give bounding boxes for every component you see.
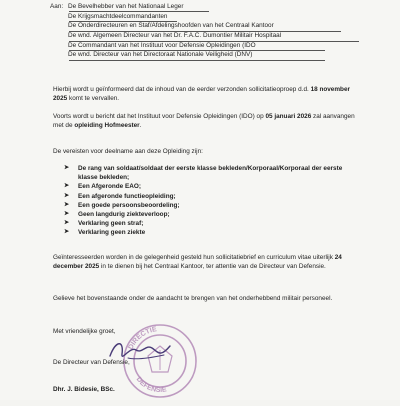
bullet-icon: ➤	[64, 201, 70, 208]
addressee-text: De Commandant van het Instituut voor Defensie Opleidingen (IDO	[68, 41, 256, 49]
paragraph-text: Geïnteresseerden worden in de gelegenheid gesteld hun sollicitatiebrief en curriculum vitae uiterlijk	[53, 254, 335, 261]
addressee-text: De wnd. Algemeen Directeur van het Dr. F.A.C. Dumontier Militair Hospitaal	[68, 32, 282, 40]
paragraph-text: Gelieve het bovenstaande onder de aandacht te brengen van het onderhebbend militair personeel.	[53, 295, 333, 302]
requirement-text: Verklaring geen straf;	[78, 220, 144, 228]
addressee-line	[52, 12, 382, 22]
requirement-item	[60, 219, 360, 228]
underline	[69, 21, 177, 22]
requirement-item	[60, 182, 360, 191]
underline	[69, 41, 359, 42]
addressee-text: De Bevelhebber van het Nationaal Leger	[68, 3, 184, 10]
paragraph-attention	[53, 294, 365, 303]
paragraph-text: komt te vervallen.	[67, 95, 120, 103]
underline	[69, 60, 325, 61]
requirement-text: Een afgeronde functieopleiding;	[78, 192, 176, 200]
paragraph-text: Met vriendelijke groet,	[53, 328, 116, 335]
stamp-text-top: DIRECTIE	[127, 326, 158, 351]
addressee-line	[52, 2, 382, 12]
paragraph-cancellation	[53, 85, 365, 104]
paragraph-text: zal aanvangen met de	[53, 113, 355, 130]
requirement-text: Een goede persoonsbeoordeling;	[78, 201, 180, 209]
paragraph-requirements-intro	[53, 147, 365, 156]
bullet-icon: ➤	[64, 183, 70, 190]
addressee-text: De Onderdirecteuren en Staf/Afdelingshoofden van het Centraal Kantoor	[68, 22, 274, 30]
addressee-text: De wnd. Directeur van het Directoraat Nationale Veiligheid (DNV)	[68, 51, 253, 59]
requirement-text: Geen langdurig ziekteverloop;	[78, 211, 170, 219]
addressee-text: De Krijgsmachtdeelcommandanten	[68, 12, 168, 20]
requirement-item	[60, 210, 360, 219]
paragraph-text: De vereisten voor deelname aan deze Opleiding zijn:	[53, 148, 203, 155]
paragraph-text: Voorts wordt u bericht dat het Instituut voor Defensie Opleidingen (IDO) op	[53, 113, 266, 120]
bullet-icon: ➤	[64, 165, 70, 171]
addressee-line	[52, 50, 382, 60]
paragraph-text: in te dienen bij het Centraal Kantoor, ter attentie van de Directeur van Defensie.	[99, 263, 326, 271]
paragraph-text: Dhr. J. Bidesie, BSc.	[53, 386, 115, 393]
underline	[69, 50, 325, 51]
requirements-list	[60, 164, 360, 238]
signatory-title	[53, 358, 365, 367]
bullet-icon: ➤	[64, 211, 70, 218]
paragraph-training-start	[53, 112, 365, 131]
requirement-item	[60, 228, 360, 237]
requirement-text: Een Afgeronde EAO;	[78, 183, 141, 191]
bullet-icon: ➤	[64, 220, 70, 227]
addressee-line	[52, 31, 382, 41]
date-bold: 24 december 2025	[53, 254, 342, 271]
requirement-text: Verklaring geen ziekte	[78, 229, 146, 237]
training-name-bold: opleiding Hofmeester	[74, 122, 140, 130]
addressee-block	[52, 2, 382, 60]
stamp-text-bottom: DEFENSIE	[134, 376, 168, 395]
paragraph-application-deadline	[53, 253, 365, 272]
date-bold: 18 november 2025	[53, 86, 350, 103]
signer-name	[53, 385, 365, 394]
paragraph-text: .	[139, 122, 142, 130]
bullet-icon: ➤	[64, 192, 70, 199]
date-bold: 05 januari 2026	[265, 113, 312, 120]
paragraph-text: Hierbij wordt u geïnformeerd dat de inhoud van de eerder verzonden sollicitatieoproep d.d.	[53, 86, 311, 93]
underline	[69, 11, 209, 12]
closing-greeting	[53, 327, 365, 336]
bullet-icon: ➤	[64, 229, 70, 236]
addressee-label: Aan:	[50, 3, 64, 10]
requirement-item	[60, 164, 360, 182]
paragraph-text: De Directeur van Defensie,	[53, 359, 130, 366]
requirement-item	[60, 192, 360, 201]
requirement-text: De rang van soldaat/soldaat der eerste klasse bekleden/Korporaal/Korporaal der eerste klasse bekleden;	[78, 165, 343, 182]
requirement-item	[60, 201, 360, 210]
underline	[69, 31, 341, 32]
addressee-line	[52, 41, 382, 51]
addressee-line	[52, 21, 382, 31]
